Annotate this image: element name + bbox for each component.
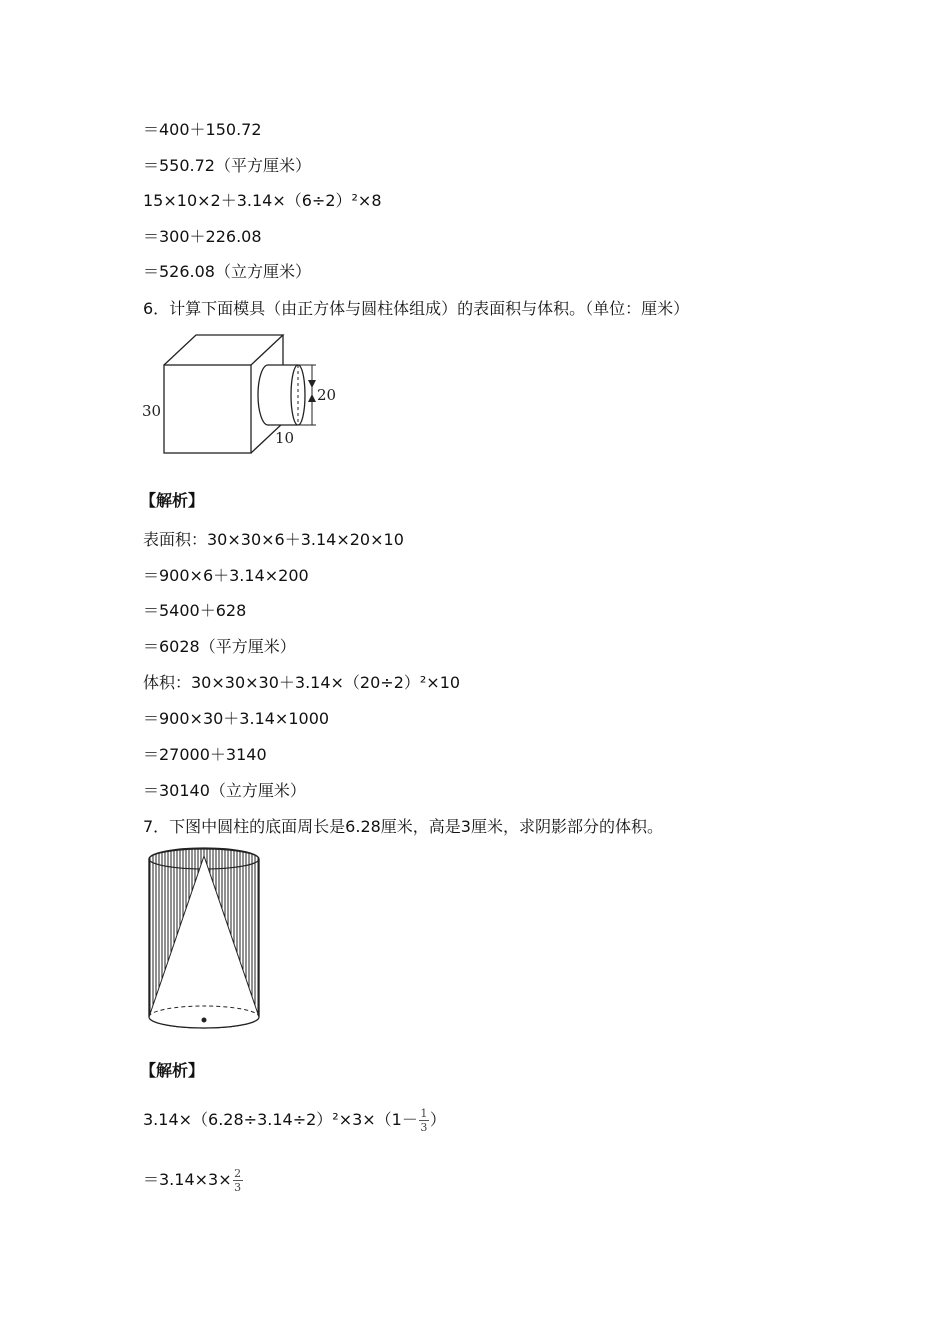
calc-line: ＝6028（平方厘米） — [143, 637, 296, 656]
calc-text: 3.14×（6.28÷3.14÷2）²×3×（1－ — [143, 1110, 418, 1129]
calc-line: ＝400＋150.72 — [143, 120, 262, 139]
calc-line — [143, 1168, 244, 1193]
calc-line: ＝526.08（立方厘米） — [143, 262, 311, 281]
fraction — [233, 1168, 243, 1193]
calc-text: ＝3.14×3× — [143, 1170, 232, 1189]
calc-line: ＝550.72（平方厘米） — [143, 156, 311, 175]
analysis-label: 【解析】 — [140, 491, 205, 510]
calc-line: ＝900×30＋3.14×1000 — [143, 709, 330, 728]
calc-line: ＝300＋226.08 — [143, 227, 262, 246]
label-cylinder-diameter: 20 — [317, 386, 337, 404]
calc-line: ＝27000＋3140 — [143, 745, 267, 764]
calc-line: ＝5400＋628 — [143, 601, 247, 620]
calc-line: 表面积：30×30×6＋3.14×20×10 — [143, 530, 404, 549]
label-cube-side: 30 — [142, 402, 162, 420]
fraction-denominator: 3 — [420, 1121, 428, 1134]
fraction — [419, 1108, 429, 1133]
calc-line: ＝900×6＋3.14×200 — [143, 566, 309, 585]
calc-line: ＝30140（立方厘米） — [143, 781, 306, 800]
analysis-label: 【解析】 — [140, 1061, 205, 1080]
cylinder-cone-figure — [140, 842, 270, 1037]
fraction-numerator: 1 — [420, 1107, 428, 1120]
calc-text: ） — [429, 1110, 446, 1129]
fraction-denominator: 3 — [234, 1181, 242, 1194]
calc-line: 15×10×2＋3.14×（6÷2）²×8 — [143, 191, 382, 210]
fraction-numerator: 2 — [234, 1167, 242, 1180]
question-6: 6．计算下面模具（由正方体与圆柱体组成）的表面积与体积。（单位：厘米） — [143, 299, 690, 318]
question-7: 7．下图中圆柱的底面周长是6.28厘米，高是3厘米，求阴影部分的体积。 — [143, 817, 663, 836]
calc-line — [143, 1108, 446, 1133]
cube-cylinder-figure — [140, 330, 350, 460]
calc-line: 体积：30×30×30＋3.14×（20÷2）²×10 — [143, 673, 461, 692]
label-cylinder-length: 10 — [275, 429, 295, 447]
